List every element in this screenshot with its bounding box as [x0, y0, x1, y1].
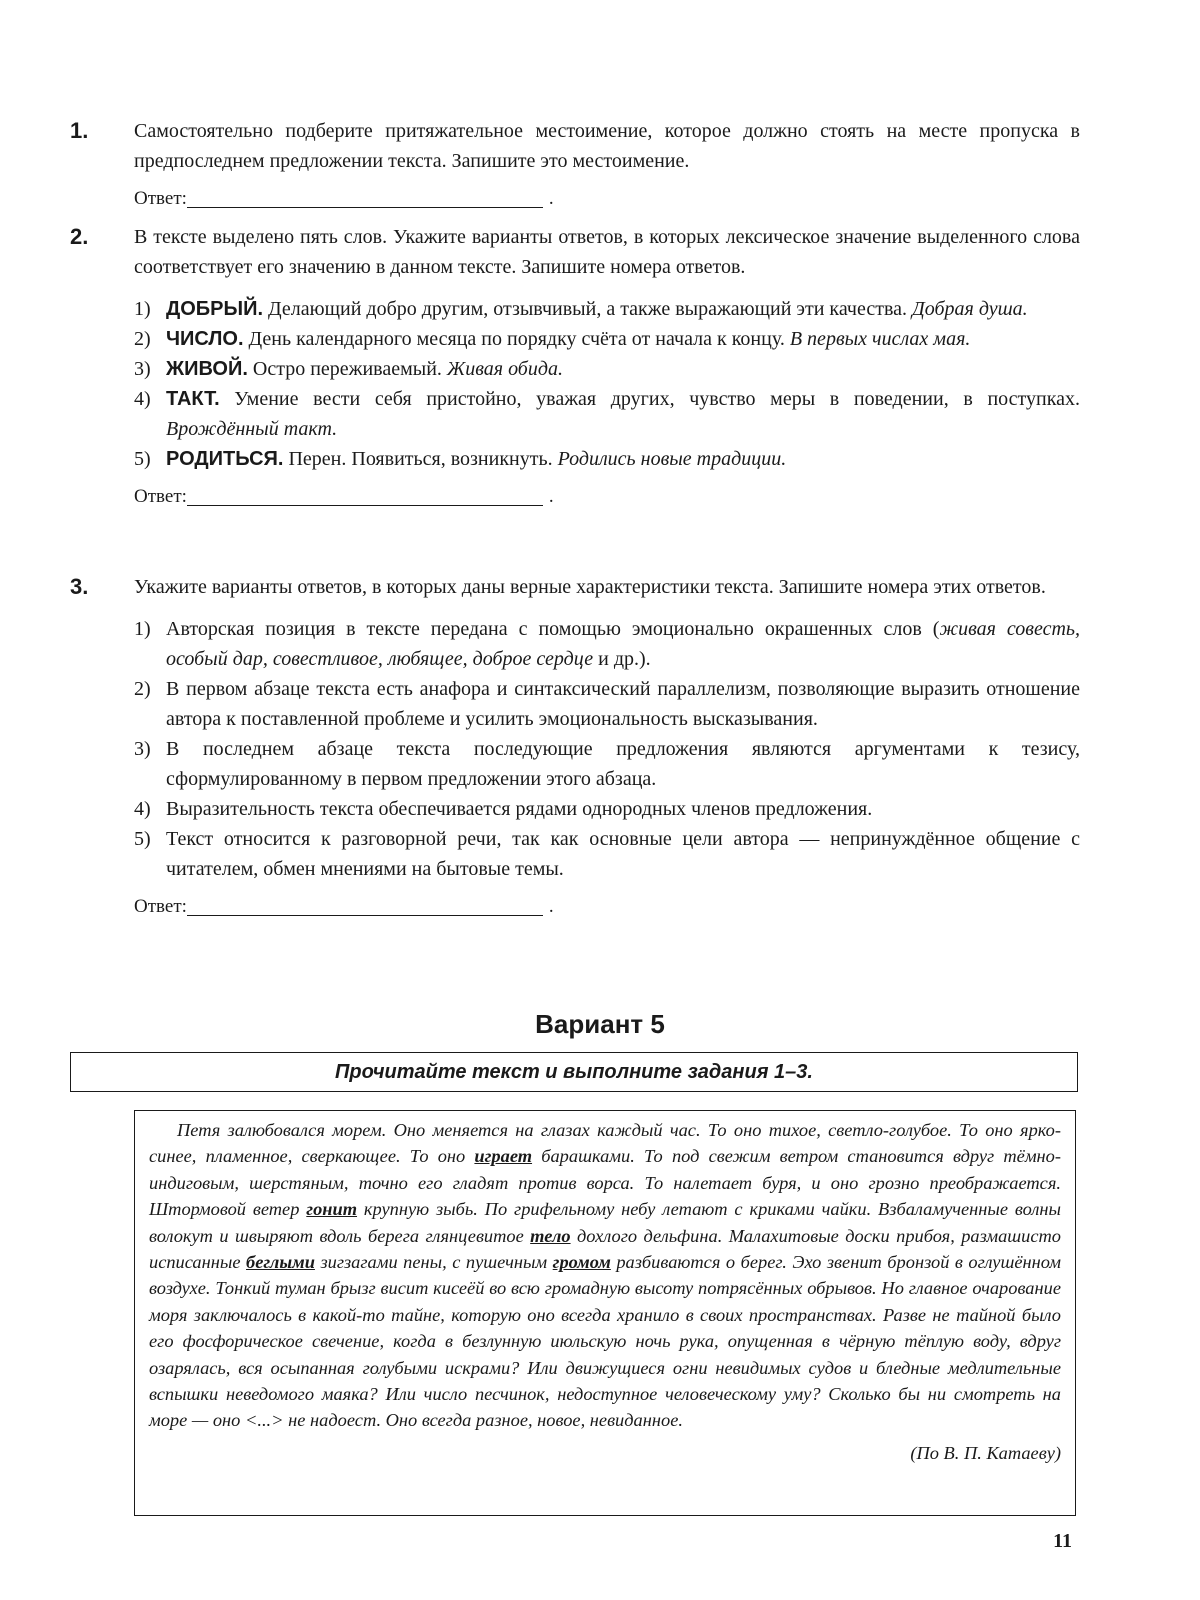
option-number: 1): [134, 618, 151, 640]
option-item: [134, 734, 1080, 794]
option-item: [134, 324, 1080, 354]
option-text-end: и др.).: [593, 648, 651, 670]
task-3: [70, 572, 1080, 922]
answer-field[interactable]: [187, 893, 543, 916]
option-number: 5): [134, 828, 151, 850]
options-list: [134, 294, 1080, 474]
task-1: [70, 116, 1080, 214]
passage-part: Петя залюбовался морем. Оно меняется на глазах каждый час. То оно тихое, светло-голубое. То оно ярко-синее, пламенное, сверкающее. То оно: [149, 1120, 1061, 1167]
option-text: Выразительность текста обеспечивается рядами однородных членов предложения.: [166, 798, 873, 820]
option-number: 1): [134, 298, 151, 320]
option-definition: Перен. Появиться, возникнуть.: [283, 448, 558, 470]
option-number: 2): [134, 328, 151, 350]
option-text: В первом абзаце текста есть анафора и синтаксический параллелизм, позволяющие выразить отношение автора к поставленной проблеме и усилить эмоциональность высказывания.: [166, 678, 1080, 730]
page-number: 11: [1053, 1530, 1072, 1552]
option-number: 2): [134, 678, 151, 700]
variant-title: Вариант 5: [535, 1009, 665, 1039]
highlighted-word: громом: [552, 1252, 611, 1273]
option-keyword: РОДИТЬСЯ.: [166, 448, 284, 470]
option-item: [134, 294, 1080, 324]
option-text: В последнем абзаце текста последующие предложения являются аргументами к тезису, сформулированному в первом предложении этого абзаца.: [166, 738, 1080, 790]
highlighted-word: играет: [474, 1146, 533, 1167]
task-question: Укажите варианты ответов, в которых даны верные характеристики текста. Запишите номера этих ответов.: [134, 576, 1046, 598]
option-number: 5): [134, 448, 151, 470]
answer-label: Ответ:: [134, 188, 187, 209]
answer-field[interactable]: [187, 185, 543, 208]
option-number: 4): [134, 388, 151, 410]
options-list: [134, 614, 1080, 884]
task-question: Самостоятельно подберите притяжательное местоимение, которое должно стоять на месте пропуска в предпоследнем предложении текста. Запишите это местоимение.: [134, 120, 1080, 172]
task-number: 2.: [70, 224, 89, 249]
option-example: Родились новые традиции.: [557, 448, 787, 470]
task-number: 3.: [70, 574, 89, 599]
passage-part: зигзагами пены, с пушечным: [314, 1252, 553, 1273]
passage-part: крупную зыбь. По грифельному небу летают с криками чайки. Взбаламученные волны волокут и швыряют вдоль берега глянцевитое: [149, 1199, 1061, 1246]
option-example: Врождённый такт.: [166, 418, 338, 440]
option-keyword: ЖИВОЙ.: [166, 358, 248, 380]
highlighted-word: тело: [530, 1225, 571, 1246]
option-item: [134, 674, 1080, 734]
answer-field[interactable]: [187, 483, 543, 506]
option-definition: Делающий добро другим, отзывчивый, а также выражающий эти качества.: [263, 298, 913, 320]
option-definition: Остро переживаемый.: [247, 358, 447, 380]
task-question: В тексте выделено пять слов. Укажите варианты ответов, в которых лексическое значение выделенного слова соответствует его значению в данном тексте. Запишите номера ответов.: [134, 226, 1080, 278]
option-item: [134, 354, 1080, 384]
answer-row: [134, 890, 1080, 922]
passage-box: [134, 1110, 1076, 1516]
instruction-box: Прочитайте текст и выполните задания 1–3.: [70, 1052, 1078, 1092]
answer-period: .: [548, 188, 554, 209]
option-item: [134, 614, 1080, 674]
option-text: Авторская позиция в тексте передана с помощью эмоционально окрашенных слов (: [166, 618, 940, 640]
option-number: 3): [134, 738, 151, 760]
option-keyword: ДОБРЫЙ.: [166, 298, 264, 320]
answer-label: Ответ:: [134, 896, 187, 917]
option-number: 4): [134, 798, 151, 820]
highlighted-word: гонит: [306, 1199, 358, 1220]
answer-period: .: [548, 486, 554, 507]
passage-author: (По В. П. Катаеву): [910, 1442, 1061, 1463]
option-example: Живая обида.: [446, 358, 563, 380]
option-example: В первых числах мая.: [789, 328, 971, 350]
answer-label: Ответ:: [134, 486, 187, 507]
option-item: [134, 384, 1080, 444]
option-definition: Умение вести себя пристойно, уважая других, чувство меры в поведении, в поступках.: [219, 388, 1080, 410]
answer-row: [134, 182, 1080, 214]
option-definition: День календарного месяца по порядку счёта от начала к концу.: [243, 328, 790, 350]
task-2: [70, 222, 1080, 512]
option-text: Текст относится к разговорной речи, так как основные цели автора — непринуждённое общение с читателем, обмен мнениями на бытовые темы.: [166, 828, 1080, 880]
option-number: 3): [134, 358, 151, 380]
option-example: Добрая душа.: [912, 298, 1028, 320]
highlighted-word: беглыми: [246, 1252, 315, 1273]
option-keyword: ЧИСЛО.: [166, 328, 244, 350]
passage-part: барашками. То под свежим ветром становится вдруг тёмно-индиговым, шерстяным, точно его гладят против ворса. То налетает буря, и оно грозно преображается. Штормовой ветер: [149, 1146, 1062, 1220]
passage-text: [149, 1117, 1061, 1434]
option-italic-words: живая совесть, особый дар, совестливое, любящее, доброе сердце: [166, 618, 1080, 670]
option-item: [134, 794, 1080, 824]
passage-part: разбиваются о берег. Эхо звенит бронзой в оглушённом воздухе. Тонкий туман брызг висит кисеёй во всю громадную высоту потрясённых обрывов. Но главное очарование моря заключалось в какой-то тайне, которую оно всегда хранило в своих пространствах. Разве не тайной было его фосфорическое свечение, когда в безлунную июльскую ночь рука, опущенная в чёрную тёплую воду, вдруг озарялась, вся осыпанная голубыми искрами? Или движущиеся огни невидимых судов и бледные медлительные вспышки неведомого маяка? Или число песчинок, недоступное человеческому уму? Сколько бы ни смотреть на море — оно <...> не надоест. Оно всегда разное, новое, невиданное.: [149, 1252, 1061, 1431]
answer-row: [134, 480, 1080, 512]
option-keyword: ТАКТ.: [166, 388, 220, 410]
option-item: [134, 824, 1080, 884]
answer-period: .: [548, 896, 554, 917]
passage-part: дохлого дельфина. Малахитовые доски прибоя, размашисто исписанные: [149, 1225, 1061, 1273]
task-number: 1.: [70, 118, 89, 143]
option-item: [134, 444, 1080, 474]
